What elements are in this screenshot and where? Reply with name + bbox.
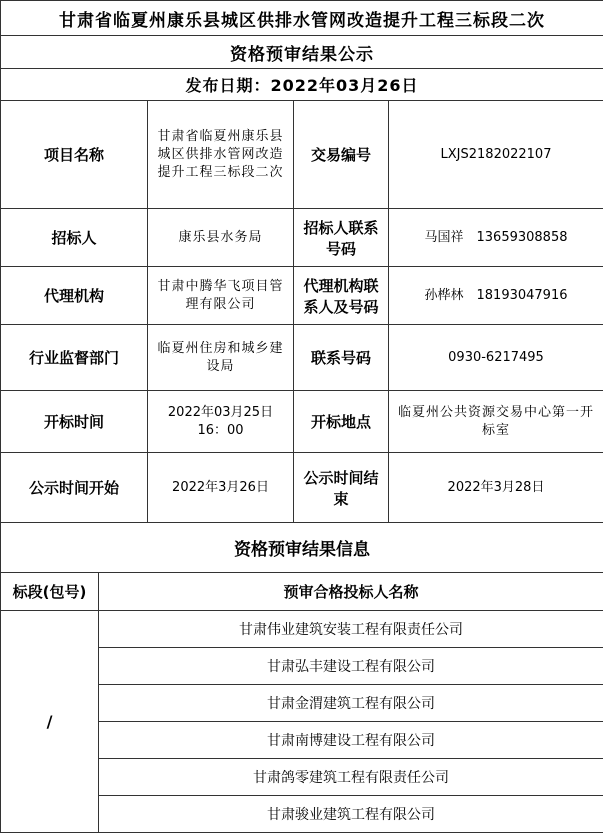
trade-no-value: LXJS2182022107	[389, 101, 603, 209]
supervisor-value: 临夏州住房和城乡建设局	[148, 325, 294, 391]
supervisor-label: 行业监督部门	[1, 325, 148, 391]
info-row-open	[1, 391, 603, 453]
open-place-label: 开标地点	[294, 391, 389, 453]
company-name: 甘肃金渭建筑工程有限公司	[99, 685, 603, 722]
project-name-label: 项目名称	[1, 101, 148, 209]
title-line-1: 甘肃省临夏州康乐县城区供排水管网改造提升工程三标段二次	[1, 1, 603, 36]
notice-end-value: 2022年3月28日	[389, 453, 603, 523]
project-info-table	[0, 100, 603, 523]
header-table	[0, 0, 603, 101]
notice-start-value: 2022年3月26日	[148, 453, 294, 523]
notice-end-label: 公示时间结束	[294, 453, 389, 523]
company-name: 甘肃骏业建筑工程有限公司	[99, 796, 603, 833]
notice-start-label: 公示时间开始	[1, 453, 148, 523]
tenderer-value: 康乐县水务局	[148, 209, 294, 267]
agency-label: 代理机构	[1, 267, 148, 325]
col-header-bidders: 预审合格投标人名称	[99, 573, 603, 611]
info-row-supervisor	[1, 325, 603, 391]
lot-value: /	[1, 611, 99, 833]
open-time-label: 开标时间	[1, 391, 148, 453]
tenderer-contact-label: 招标人联系号码	[294, 209, 389, 267]
info-row-notice	[1, 453, 603, 523]
company-name: 甘肃鸽零建筑工程有限责任公司	[99, 759, 603, 796]
company-name: 甘肃弘丰建设工程有限公司	[99, 648, 603, 685]
phone-value: 0930-6217495	[389, 325, 603, 391]
open-time-value: 2022年03月25日 16：00	[148, 391, 294, 453]
publish-date: 发布日期：2022年03月26日	[1, 69, 603, 101]
agency-value: 甘肃中腾华飞项目管理有限公司	[148, 267, 294, 325]
tenderer-label: 招标人	[1, 209, 148, 267]
table-row	[1, 611, 603, 648]
agency-contact-value: 孙桦林 18193047916	[389, 267, 603, 325]
title-line-2: 资格预审结果公示	[1, 36, 603, 69]
open-place-value: 临夏州公共资源交易中心第一开标室	[389, 391, 603, 453]
results-section-title: 资格预审结果信息	[1, 523, 603, 573]
info-row-project	[1, 101, 603, 209]
info-row-agency	[1, 267, 603, 325]
company-name: 甘肃南博建设工程有限公司	[99, 722, 603, 759]
company-name: 甘肃伟业建筑安装工程有限责任公司	[99, 611, 603, 648]
col-header-lot: 标段(包号)	[1, 573, 99, 611]
trade-no-label: 交易编号	[294, 101, 389, 209]
info-row-tenderer	[1, 209, 603, 267]
tenderer-contact-value: 马国祥 13659308858	[389, 209, 603, 267]
results-table	[0, 522, 603, 833]
agency-contact-label: 代理机构联系人及号码	[294, 267, 389, 325]
project-name-value: 甘肃省临夏州康乐县城区供排水管网改造提升工程三标段二次	[148, 101, 294, 209]
phone-label: 联系号码	[294, 325, 389, 391]
